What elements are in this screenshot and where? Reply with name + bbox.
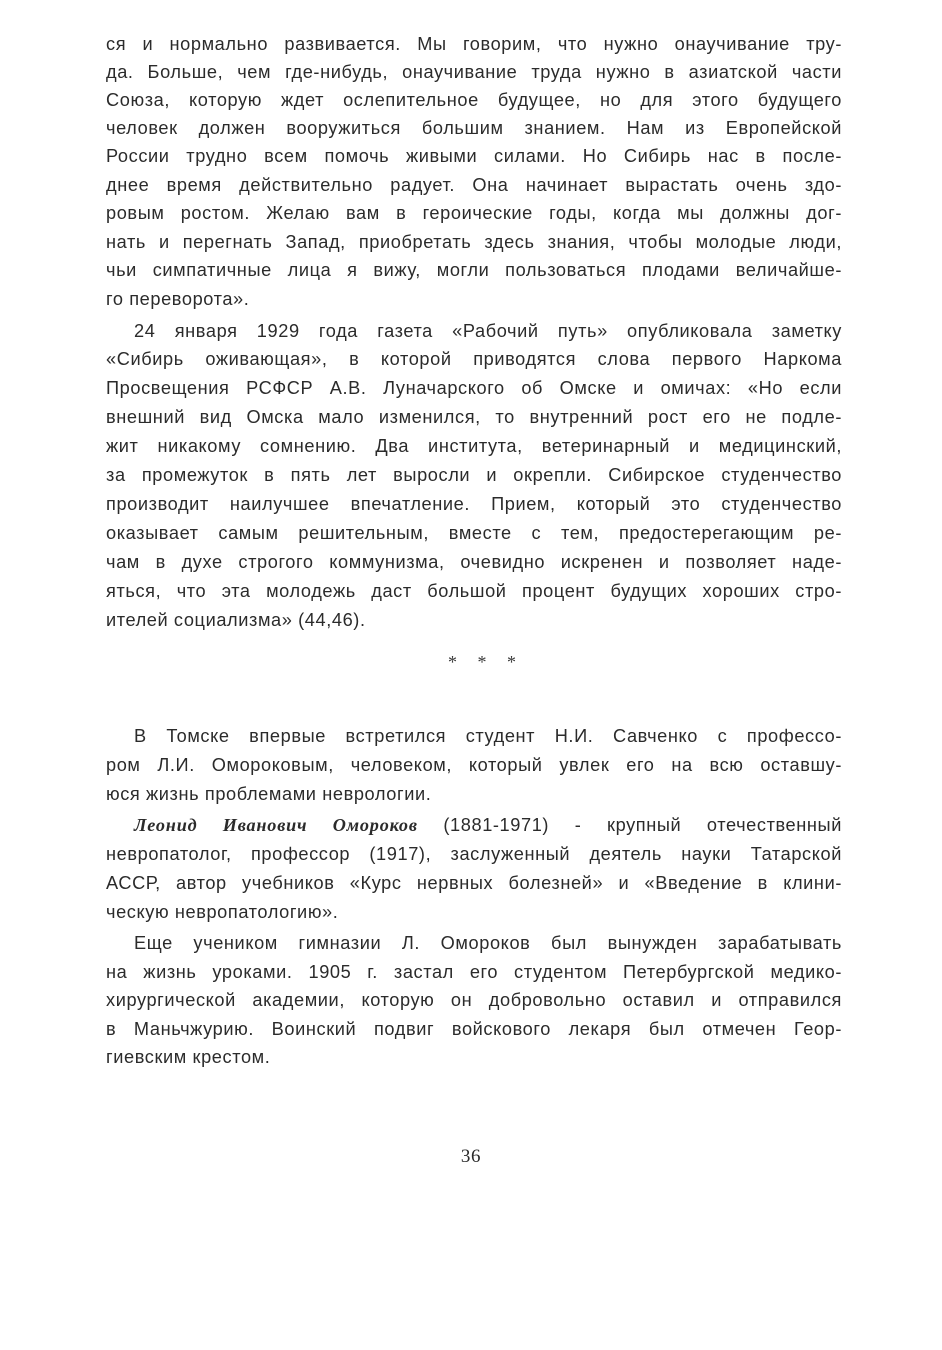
text-line: невропатолог, профессор (1917), заслуженный деятель науки Татарской xyxy=(106,844,842,864)
text-line: В Томске впервые встретился студент Н.И. Савченко с профессо- xyxy=(134,726,842,746)
text-line: чам в духе строгого коммунизма, очевидно искренен и позволяет наде- xyxy=(106,552,842,572)
person-name: Леонид Иванович Омороков xyxy=(134,815,418,835)
text-line: днее время действительно радует. Она начинает вырастать очень здо- xyxy=(106,175,842,195)
text-line: жит никакому сомнению. Два института, ветеринарный и медицинский, xyxy=(106,436,842,456)
text-line: России трудно всем помочь живыми силами. Но Сибирь нас в после- xyxy=(106,146,842,166)
text-line: Еще учеником гимназии Л. Омороков был вынужден зарабатывать xyxy=(134,933,842,953)
text-line: нать и перегнать Запад, приобретать здесь знания, чтобы молодые люди, xyxy=(106,232,842,252)
text-fragment: (1881-1971) - крупный отечественный xyxy=(417,815,842,835)
text-line: Просвещения РСФСР А.В. Луначарского об Омске и омичах: «Но если xyxy=(106,378,842,398)
text-line: гиевским крестом. xyxy=(106,1047,271,1067)
text-line: 24 января 1929 года газета «Рабочий путь» опубликовала заметку xyxy=(134,321,842,341)
text-line: за промежуток в пять лет выросли и окрепли. Сибирское студенчество xyxy=(106,465,842,485)
text-line: да. Больше, чем где-нибудь, онаучивание труда нужно в азиатской части xyxy=(106,62,842,82)
text-line: хирургической академии, которую он добровольно оставил и отправился xyxy=(106,990,842,1010)
page-number: 36 xyxy=(460,1146,482,1167)
text-line: го переворота». xyxy=(106,289,250,309)
text-line: ровым ростом. Желаю вам в героические годы, когда мы должны дог- xyxy=(106,203,842,223)
text-line: «Сибирь оживающая», в которой приводятся слова первого Наркома xyxy=(106,349,842,369)
text-line: АССР, автор учебников «Курс нервных болезней» и «Введение в клини- xyxy=(106,873,842,893)
text-line: ром Л.И. Омороковым, человеком, который увлек его на всю оставшу- xyxy=(106,755,842,775)
text-line: Союза, которую ждет ослепительное будущее, но для этого будущего xyxy=(106,90,842,110)
text-line: яться, что эта молодежь даст большой процент будущих хороших стро- xyxy=(106,581,842,601)
section-separator: * * * xyxy=(448,652,524,672)
text-line: внешний вид Омска мало изменился, то внутренний рост его не подле- xyxy=(106,407,842,427)
text-line: человек должен вооружиться большим знанием. Нам из Европейской xyxy=(106,118,842,138)
text-line: оказывает самым решительным, вместе с тем, предостерегающим ре- xyxy=(106,523,842,543)
text-line: ческую невропатологию». xyxy=(106,902,339,922)
text-line: в Маньчжурию. Воинский подвиг войскового лекаря был отмечен Геор- xyxy=(106,1019,842,1039)
text-line: производит наилучшее впечатление. Прием, который это студенчество xyxy=(106,494,842,514)
text-line: на жизнь уроками. 1905 г. застал его студентом Петербургской медико- xyxy=(106,962,842,982)
text-line: чьи симпатичные лица я вижу, могли пользоваться плодами величайше- xyxy=(106,260,842,280)
text-line xyxy=(134,811,842,839)
text-line: юся жизнь проблемами неврологии. xyxy=(106,784,432,804)
text-line: ся и нормально развивается. Мы говорим, что нужно онаучивание тру- xyxy=(106,34,842,54)
text-line: ителей социализма» (44,46). xyxy=(106,610,366,630)
